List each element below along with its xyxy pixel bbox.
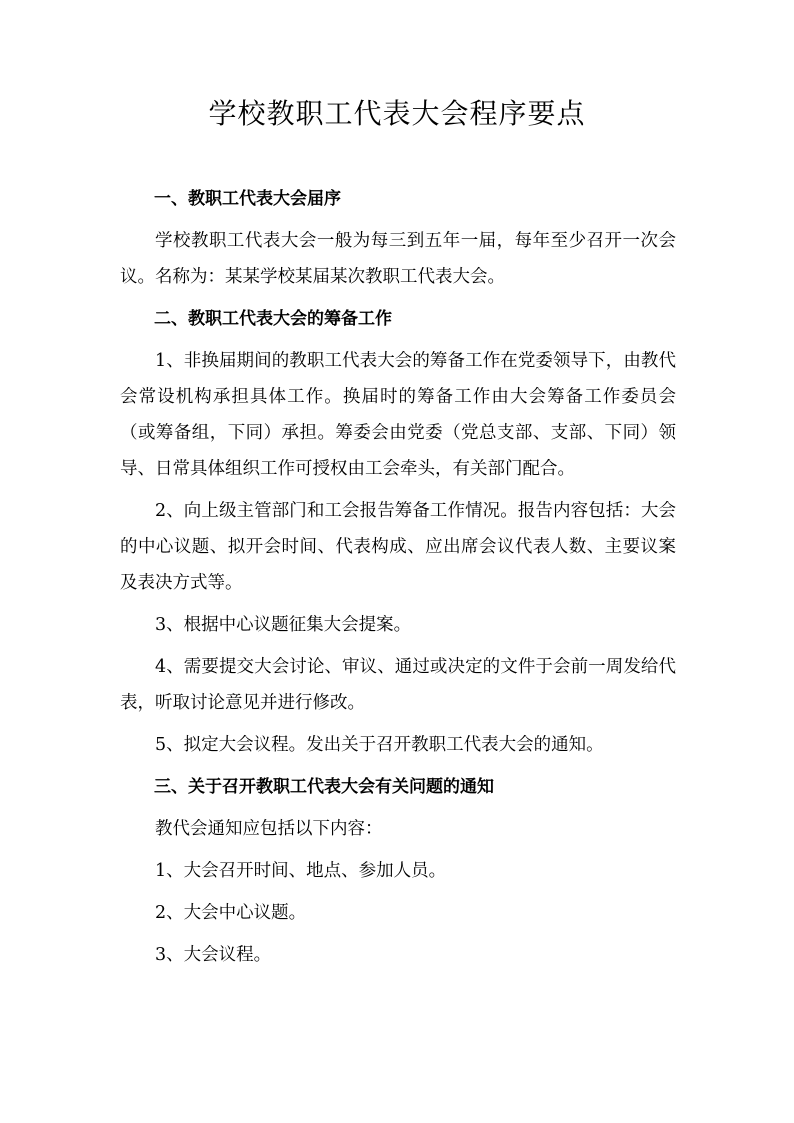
- paragraph: 1、大会召开时间、地点、参加人员。: [155, 861, 447, 881]
- paragraph: 3、根据中心议题征集大会提案。: [155, 615, 412, 635]
- paragraph: 1、非换届期间的教职工代表大会的筹备工作在党委领导下，由教代会常设机构承担具体工作。换届时的筹备工作由大会筹备工作委员会（或筹备组，下同）承担。筹委会由党委（党总支部、支部、下同）领导、日常具体组织工作可授权由工会牵头，有关部门配合。: [120, 351, 676, 479]
- paragraph: 5、拟定大会议程。发出关于召开教职工代表大会的通知。: [155, 735, 604, 755]
- paragraph: 4、需要提交大会讨论、审议、通过或决定的文件于会前一周发给代表，听取讨论意见并进行修改。: [120, 657, 676, 713]
- section-heading-1: 一、教职工代表大会届序: [154, 189, 341, 209]
- section-heading-2: 二、教职工代表大会的筹备工作: [154, 309, 392, 329]
- section-heading-3: 三、关于召开教职工代表大会有关问题的通知: [154, 777, 494, 797]
- paragraph: 2、大会中心议题。: [155, 903, 307, 923]
- paragraph: 2、向上级主管部门和工会报告筹备工作情况。报告内容包括：大会的中心议题、拟开会时间、代表构成、应出席会议代表人数、主要议案及表决方式等。: [120, 501, 676, 593]
- paragraph: 教代会通知应包括以下内容：: [155, 819, 383, 839]
- paragraph: 3、大会议程。: [155, 945, 272, 965]
- document-body: [120, 181, 676, 979]
- document-title: 学校教职工代表大会程序要点: [208, 97, 586, 130]
- paragraph: 学校教职工代表大会一般为每三到五年一届，每年至少召开一次会议。名称为：某某学校某届某次教职工代表大会。: [120, 231, 676, 287]
